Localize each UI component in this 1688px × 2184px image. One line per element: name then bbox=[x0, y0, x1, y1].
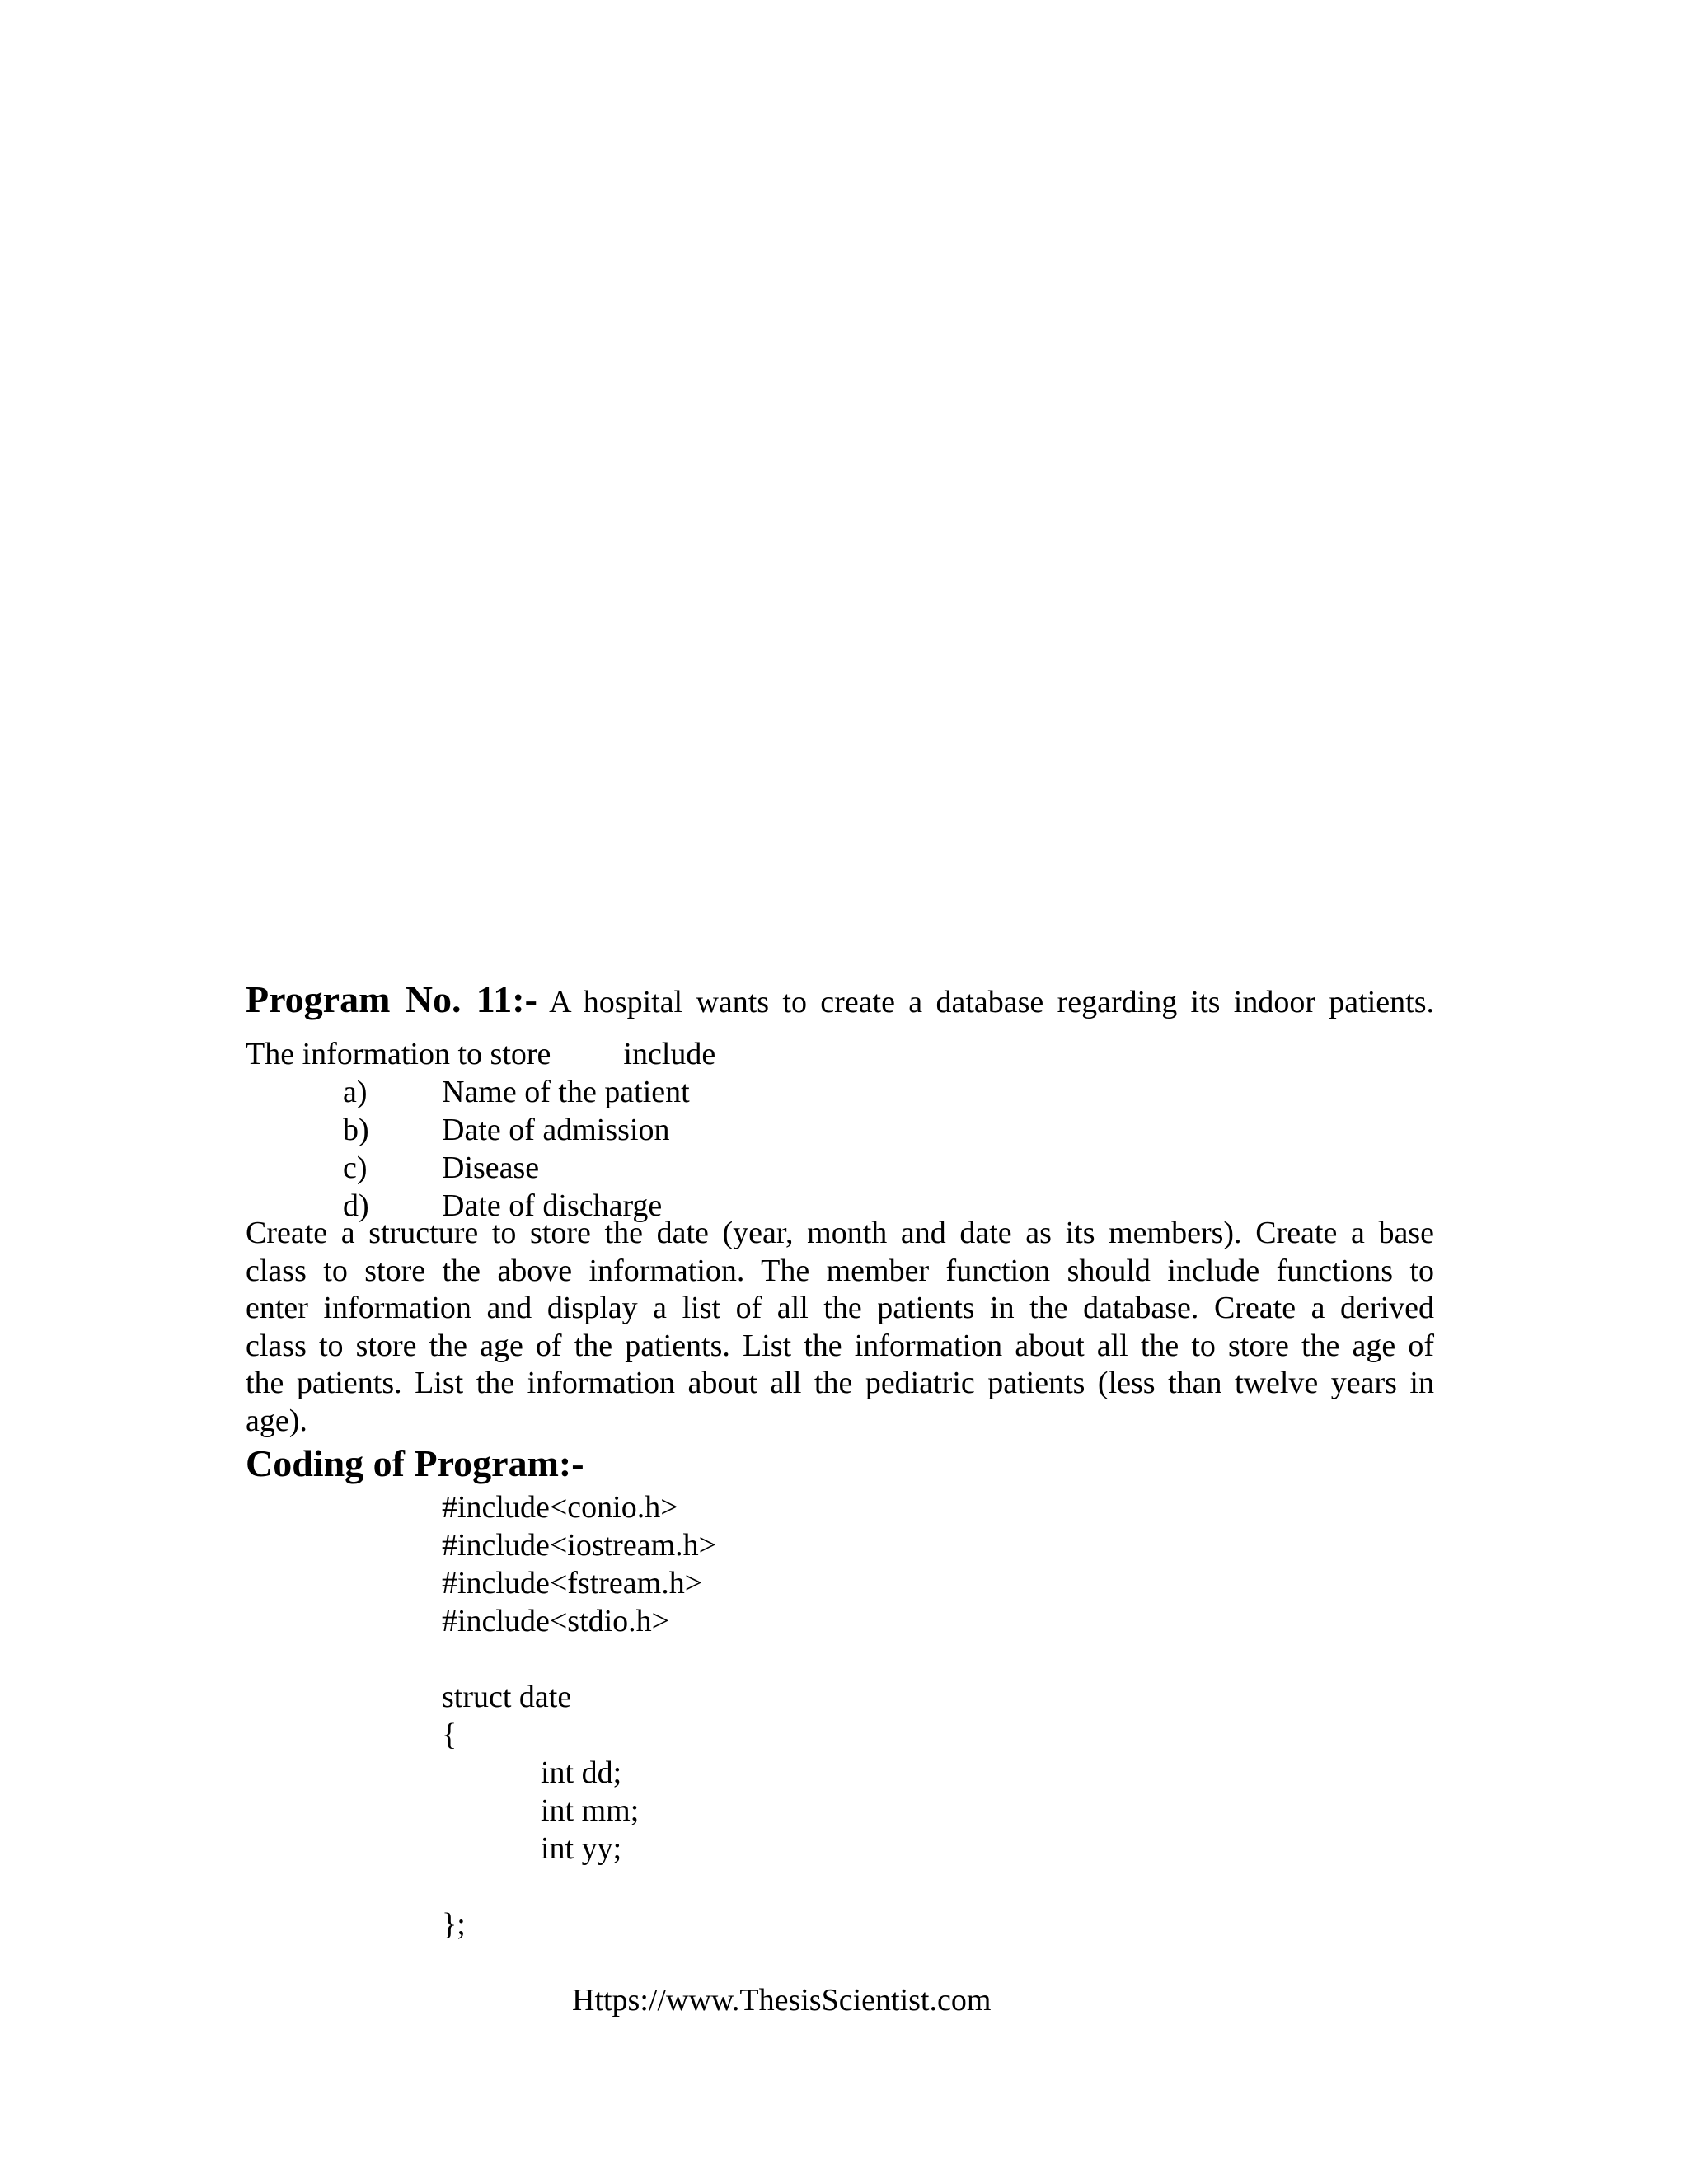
list-item-marker: c) bbox=[343, 1151, 368, 1185]
code-line: struct date bbox=[442, 1680, 572, 1714]
list-item-marker: a) bbox=[343, 1075, 368, 1109]
code-line: #include<iostream.h> bbox=[442, 1528, 717, 1563]
code-line: #include<fstream.h> bbox=[442, 1566, 703, 1601]
paragraph-line: class to store the above information. The member function should include functions to bbox=[246, 1253, 1434, 1288]
problem-intro: A hospital wants to create a database regarding its indoor patients. bbox=[549, 985, 1434, 1019]
code-line: #include<stdio.h> bbox=[442, 1604, 670, 1638]
code-line: int mm; bbox=[541, 1793, 640, 1828]
list-item-text: Date of discharge bbox=[442, 1188, 663, 1223]
code-line: }; bbox=[442, 1907, 466, 1942]
info-suffix: include bbox=[623, 1037, 716, 1071]
info-prefix: The information to store bbox=[246, 1037, 551, 1071]
paragraph-line: enter information and display a list of all the patients in the database. Create a derived bbox=[246, 1291, 1434, 1326]
list-item-text: Date of admission bbox=[442, 1113, 670, 1147]
info-line bbox=[246, 1035, 715, 1073]
code-line: { bbox=[442, 1718, 457, 1752]
paragraph-line: the patients. List the information about all the pediatric patients (less than twelve years in bbox=[246, 1366, 1434, 1401]
problem-statement-first-line bbox=[246, 978, 1434, 1021]
paragraph-line: age). bbox=[246, 1403, 307, 1438]
code-line: int dd; bbox=[541, 1755, 622, 1790]
list-item-text: Name of the patient bbox=[442, 1075, 690, 1109]
list-item-marker: b) bbox=[343, 1113, 369, 1147]
program-label: Program No. 11:- bbox=[246, 978, 537, 1020]
coding-heading: Coding of Program:- bbox=[246, 1442, 584, 1484]
paragraph-line: class to store the age of the patients. List the information about all the to store the age of bbox=[246, 1328, 1434, 1363]
list-item-text: Disease bbox=[442, 1151, 540, 1185]
footer-url: Https://www.ThesisScientist.com bbox=[572, 1983, 992, 2018]
list-item-marker: d) bbox=[343, 1188, 369, 1223]
code-line: int yy; bbox=[541, 1831, 622, 1866]
code-line: #include<conio.h> bbox=[442, 1490, 678, 1525]
problem-paragraph bbox=[246, 1215, 1434, 1441]
paragraph-line: Create a structure to store the date (year, month and date as its members). Create a base bbox=[246, 1216, 1434, 1250]
